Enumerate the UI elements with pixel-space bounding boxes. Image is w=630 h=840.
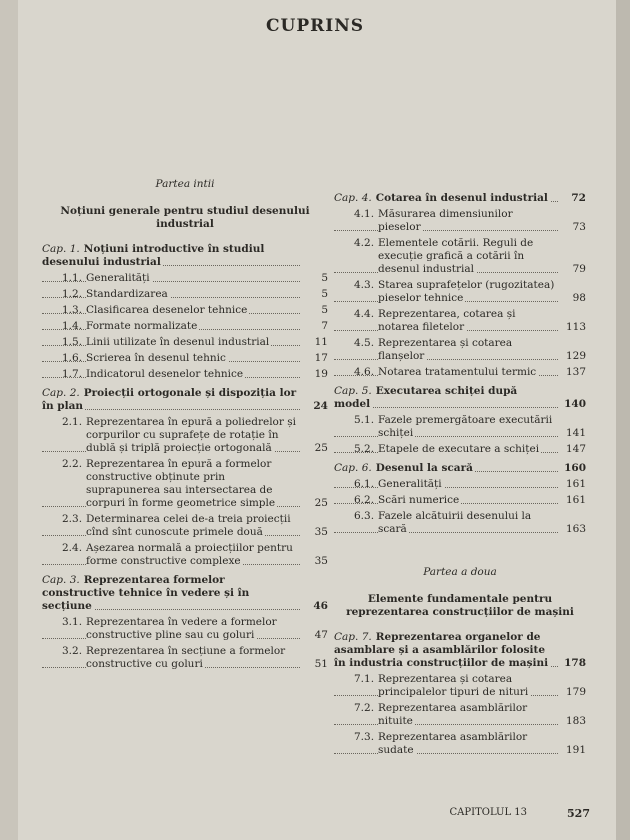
toc-section-entry	[42, 288, 328, 301]
section-number: 5.2.	[354, 443, 375, 455]
section-number: 2.2.	[62, 458, 83, 470]
section-title: Măsurarea dimensiunilor pieselor	[378, 208, 513, 233]
toc-section-entry	[334, 443, 586, 456]
chapter-page: 160	[564, 462, 586, 474]
toc-section-entry	[334, 510, 586, 536]
section-page: 5	[321, 288, 328, 300]
chapter-title: Desenul la scară	[375, 462, 473, 474]
section-title: Fazele alcătuirii desenului la scară	[378, 510, 532, 535]
section-number: 4.5.	[354, 337, 375, 349]
toc-section-entry	[334, 308, 586, 334]
toc-section-entry	[334, 279, 586, 305]
toc-section-entry	[334, 366, 586, 379]
part-heading: Elemente fundamentale pentru reprezentarea construcțiilor de mașini	[346, 593, 574, 618]
section-title: Reprezentarea asamblărilor nituite	[378, 702, 528, 727]
toc-chapter-entry	[334, 462, 586, 475]
section-number: 1.2.	[62, 288, 83, 300]
chapter-list	[42, 243, 328, 671]
chapter-number: Cap. 3.	[42, 574, 80, 586]
chapter-title: Reprezentarea formelor constructive tehnice în vedere și în secțiune	[42, 574, 250, 612]
toc-section-entry	[334, 237, 586, 276]
section-page: 7	[321, 320, 328, 332]
toc-section-entry	[42, 272, 328, 285]
section-title: Formate normalizate	[86, 320, 198, 332]
section-page: 35	[314, 555, 328, 567]
section-page: 51	[314, 658, 328, 670]
section-number: 1.5.	[62, 336, 83, 348]
section-page: 25	[314, 497, 328, 509]
part-heading: Noțiuni generale pentru studiul desenului industrial	[60, 205, 310, 230]
toc-section-entry	[334, 702, 586, 728]
toc-section-entry	[42, 458, 328, 510]
toc-section-entry	[42, 616, 328, 642]
toc-section-entry	[42, 336, 328, 349]
chapter-page: 72	[571, 192, 586, 204]
section-page: 5	[321, 272, 328, 284]
toc-section-entry	[334, 731, 586, 757]
section-page: 79	[572, 263, 586, 275]
chapter-number: Cap. 1.	[42, 243, 80, 255]
page-footer	[450, 807, 590, 820]
toc-section-entry	[334, 208, 586, 234]
section-number: 5.1.	[354, 414, 375, 426]
section-page: 113	[565, 321, 586, 333]
toc-chapter-entry	[334, 192, 586, 205]
section-title: Scări numerice	[378, 494, 460, 506]
section-number: 1.1.	[62, 272, 83, 284]
toc-section-entry	[42, 645, 328, 671]
page-edge-right	[616, 0, 630, 840]
section-number: 2.4.	[62, 542, 83, 554]
section-number: 7.1.	[354, 673, 375, 685]
toc-section-entry	[42, 368, 328, 381]
section-title: Reprezentarea în epură a poliedrelor și corpurilor cu suprafețe de rotație în dublă și triplă proiecție ortogonală	[86, 416, 296, 454]
section-page: 98	[572, 292, 586, 304]
section-number: 4.2.	[354, 237, 375, 249]
toc-section-entry	[42, 513, 328, 539]
section-number: 1.7.	[62, 368, 83, 380]
section-page: 25	[314, 442, 328, 454]
section-page: 191	[565, 744, 586, 756]
toc-section-entry	[334, 494, 586, 507]
section-page: 47	[314, 629, 328, 641]
page-number: 527	[567, 807, 590, 820]
section-title: Generalități	[378, 478, 442, 490]
section-title: Reprezentarea în secțiune a formelor constructive cu goluri	[86, 645, 286, 670]
section-number: 4.6.	[354, 366, 375, 378]
chapter-title: Reprezentarea organelor de asamblare și a asamblărilor folosite în industria construcțiilor de mașini	[334, 631, 549, 669]
section-title: Determinarea celei de-a treia proiecții cînd sînt cunoscute primele două	[86, 513, 291, 538]
chapter-page: 140	[564, 398, 586, 410]
section-page: 17	[314, 352, 328, 364]
section-page: 35	[314, 526, 328, 538]
section-title: Etapele de executare a schiței	[378, 443, 540, 455]
chapter-number: Cap. 2.	[42, 387, 80, 399]
section-title: Elementele cotării. Reguli de execuție grafică a cotării în desenul industrial	[378, 237, 534, 275]
section-number: 1.3.	[62, 304, 83, 316]
section-number: 3.2.	[62, 645, 83, 657]
section-title: Reprezentarea în vedere a formelor constructive pline sau cu goluri	[86, 616, 277, 641]
section-number: 4.1.	[354, 208, 375, 220]
section-number: 7.2.	[354, 702, 375, 714]
toc-chapter-entry	[42, 387, 328, 413]
section-page: 11	[314, 336, 328, 348]
section-page: 19	[314, 368, 328, 380]
chapter-number: Cap. 5.	[334, 385, 372, 397]
section-page: 163	[565, 523, 586, 535]
toc-chapter-entry	[334, 385, 586, 411]
section-page: 183	[565, 715, 586, 727]
part-title: Partea a doua	[423, 566, 497, 578]
running-footer: CAPITOLUL 13	[449, 807, 528, 818]
toc-section-entry	[334, 414, 586, 440]
page-edge-left	[0, 0, 18, 840]
toc-section-entry	[334, 478, 586, 491]
chapter-page: 46	[313, 600, 328, 612]
section-title: Reprezentarea în epură a formelor constructive obținute prin suprapunerea sau intersectarea de corpuri în forme geometrice simple	[86, 458, 276, 509]
section-page: 5	[321, 304, 328, 316]
section-title: Reprezentarea și cotarea principalelor tipuri de nituri	[378, 673, 529, 698]
toc-right-column	[334, 186, 586, 760]
toc-chapter-entry	[334, 631, 586, 670]
section-title: Notarea tratamentului termic	[378, 366, 537, 378]
section-number: 1.6.	[62, 352, 83, 364]
section-number: 6.3.	[354, 510, 375, 522]
section-page: 179	[565, 686, 586, 698]
page-title: CUPRINS	[265, 16, 365, 36]
section-page: 147	[565, 443, 586, 455]
section-title: Scrierea în desenul tehnic	[86, 352, 226, 364]
toc-chapter-entry	[42, 574, 328, 613]
section-title: Starea suprafețelor (rugozitatea) pieselor tehnice	[378, 279, 555, 304]
section-page: 161	[565, 478, 586, 490]
section-title: Reprezentarea și cotarea flanșelor	[378, 337, 513, 362]
toc-section-entry	[334, 673, 586, 699]
section-number: 2.1.	[62, 416, 83, 428]
chapter-list	[334, 192, 586, 536]
section-number: 6.2.	[354, 494, 375, 506]
toc-section-entry	[42, 352, 328, 365]
section-number: 6.1.	[354, 478, 375, 490]
section-title: Clasificarea desenelor tehnice	[86, 304, 248, 316]
chapter-number: Cap. 7.	[334, 631, 372, 643]
section-title: Generalități	[86, 272, 150, 284]
section-page: 129	[565, 350, 586, 362]
chapter-title: Cotarea în desenul industrial	[375, 192, 548, 204]
section-number: 7.3.	[354, 731, 375, 743]
toc-chapter-entry	[42, 243, 328, 269]
section-number: 4.4.	[354, 308, 375, 320]
toc-section-entry	[42, 320, 328, 333]
section-title: Reprezentarea asamblărilor sudate	[378, 731, 528, 756]
section-number: 4.3.	[354, 279, 375, 291]
section-page: 73	[572, 221, 586, 233]
toc-section-entry	[42, 416, 328, 455]
section-page: 161	[565, 494, 586, 506]
chapter-title: Noțiuni introductive în studiul desenului industrial	[42, 243, 265, 268]
section-title: Standardizarea	[86, 288, 168, 300]
chapter-page: 178	[564, 657, 586, 669]
section-title: Linii utilizate în desenul industrial	[86, 336, 270, 348]
chapter-number: Cap. 6.	[334, 462, 372, 474]
section-page: 137	[565, 366, 586, 378]
chapter-number: Cap. 4.	[334, 192, 372, 204]
toc-section-entry	[334, 337, 586, 363]
section-number: 3.1.	[62, 616, 83, 628]
part-title: Partea intii	[155, 178, 215, 190]
chapter-title: Executarea schiței după model	[334, 385, 518, 410]
section-number: 2.3.	[62, 513, 83, 525]
section-title: Fazele premergătoare executării schiței	[378, 414, 553, 439]
section-page: 141	[565, 427, 586, 439]
toc-left-column	[42, 178, 328, 674]
section-title: Așezarea normală a proiecțiilor pentru forme constructive complexe	[86, 542, 293, 567]
section-title: Reprezentarea, cotarea și notarea filetelor	[378, 308, 516, 333]
section-title: Indicatorul desenelor tehnice	[86, 368, 244, 380]
toc-section-entry	[42, 304, 328, 317]
chapter-page: 24	[313, 400, 328, 412]
chapter-title: Proiecții ortogonale și dispoziția lor în plan	[42, 387, 297, 412]
toc-section-entry	[42, 542, 328, 568]
chapter-list	[334, 631, 586, 757]
section-number: 1.4.	[62, 320, 83, 332]
